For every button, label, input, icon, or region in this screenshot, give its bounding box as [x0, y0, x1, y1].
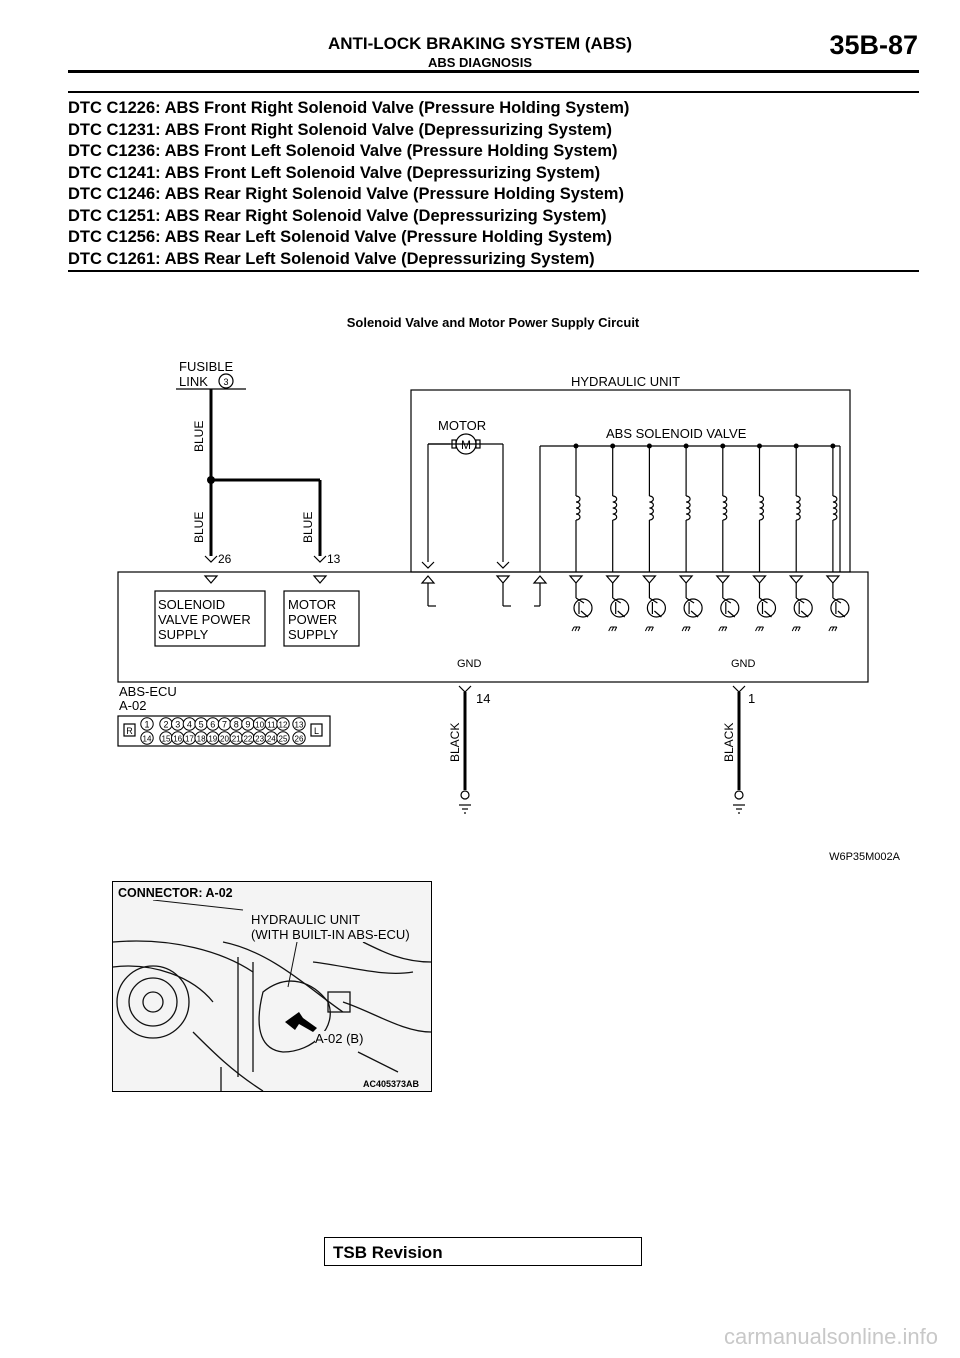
solenoid-coil	[686, 496, 690, 520]
fusible-label: FUSIBLE	[179, 359, 234, 374]
solenoid-coil	[833, 496, 837, 520]
transistor-emitter	[765, 611, 772, 617]
solenoid-coil	[576, 496, 580, 520]
solenoid-coil	[796, 496, 800, 520]
connector-pin-number: 15	[161, 734, 171, 744]
ground-tick	[792, 627, 794, 631]
fusible-label: LINK	[179, 374, 208, 389]
ecu-connector-label: A-02	[119, 698, 147, 713]
transistor-emitter	[728, 611, 735, 617]
ecu-pin-marker	[643, 576, 655, 583]
solenoid-coil	[649, 496, 653, 520]
ground-tick	[615, 627, 617, 631]
connector-pin-number: 2	[163, 719, 169, 730]
solenoid-coil	[613, 496, 617, 520]
section-subtitle: ABS DIAGNOSIS	[427, 55, 532, 70]
ground-tick	[575, 627, 577, 631]
ground-tick	[795, 627, 797, 631]
ecu-pin-marker	[607, 576, 619, 583]
motor-symbol-letter: M	[461, 438, 471, 452]
transistor-emitter	[654, 611, 661, 617]
hydraulic-unit-label: HYDRAULIC UNIT	[571, 374, 681, 389]
motor-supply-label: POWER	[288, 612, 338, 627]
transistor-emitter	[581, 611, 588, 617]
connector-pin-number: 12	[278, 720, 288, 730]
dtc-item: DTC C1256: ABS Rear Left Solenoid Valve (Pressure Holding System)	[68, 228, 613, 246]
ground-tick	[609, 627, 611, 631]
connector-pin-number: 21	[231, 734, 241, 744]
sol-supply-label: SUPPLY	[158, 627, 209, 642]
connector-photo	[112, 881, 432, 1092]
connector-pin-number: 3	[175, 719, 181, 730]
pin-number: 13	[327, 552, 341, 566]
dtc-item: DTC C1241: ABS Front Left Solenoid Valve (Depressurizing System)	[68, 163, 601, 182]
solenoid-valve-label: ABS SOLENOID VALVE	[606, 426, 747, 441]
ground-tick	[725, 627, 727, 631]
fusible-number: 3	[223, 377, 229, 387]
ground-tick	[762, 627, 764, 631]
ecu-pin-marker	[754, 576, 766, 583]
motor-supply-label: SUPPLY	[288, 627, 339, 642]
dtc-item: DTC C1226: ABS Front Right Solenoid Valve (Pressure Holding System)	[68, 99, 630, 117]
connector-pin-number: 6	[210, 719, 216, 730]
connector-pin-number: 25	[278, 734, 288, 744]
connector-pin-number: 5	[198, 719, 204, 730]
wire-color-label: BLUE	[192, 511, 206, 543]
ecu-pin-marker	[717, 576, 729, 583]
connector-pin-number: 8	[233, 719, 239, 730]
connector-pin-number: 17	[184, 734, 194, 744]
ground-tick	[688, 627, 690, 631]
ground-tick	[832, 627, 834, 631]
connector-pin-number: 11	[267, 720, 276, 730]
ground-tick	[645, 627, 647, 631]
connector-pin-number: 23	[255, 734, 265, 744]
pin-number: 1	[748, 691, 756, 706]
arrow-icon	[285, 1012, 317, 1032]
photo-unit-label: HYDRAULIC UNIT	[251, 912, 361, 927]
photo-unit-label: (WITH BUILT-IN ABS-ECU)	[251, 927, 410, 942]
ground-tick	[578, 627, 580, 631]
dtc-item: DTC C1231: ABS Front Right Solenoid Valve (Depressurizing System)	[68, 120, 612, 139]
connector-pin-number: 7	[221, 719, 228, 730]
pin-number: 26	[218, 552, 232, 566]
connector-pin-number: 19	[208, 734, 218, 744]
solenoid-array	[570, 444, 849, 632]
connector-pins	[141, 718, 305, 744]
transistor-emitter	[801, 611, 808, 617]
ecu-pin-marker	[570, 576, 582, 583]
wire-color-label: BLACK	[722, 722, 736, 762]
ground-tick	[685, 627, 687, 631]
ground-tick	[648, 627, 650, 631]
connector-pin-number: 16	[173, 734, 183, 744]
connector-side-label: R	[126, 726, 133, 736]
motor-label: MOTOR	[438, 418, 487, 433]
ecu-pin-marker	[827, 576, 839, 583]
dtc-item: DTC C1246: ABS Rear Right Solenoid Valve (Pressure Holding System)	[68, 185, 624, 203]
connector-pin-number: 13	[294, 720, 304, 730]
ground-tick	[612, 627, 614, 631]
dtc-item: DTC C1236: ABS Front Left Solenoid Valve (Pressure Holding System)	[68, 142, 618, 160]
connector-side-label: L	[313, 726, 320, 736]
ground-tick	[829, 627, 831, 631]
connector-pin-number: 10	[255, 720, 265, 730]
ground-tick	[835, 627, 837, 631]
connector-pin-number: 20	[220, 734, 229, 744]
connector-pin-number: 24	[266, 734, 276, 744]
ground-tick	[798, 627, 800, 631]
ecu-pin-marker	[680, 576, 692, 583]
connector-pin-number: 22	[243, 734, 253, 744]
sol-supply-label: SOLENOID	[158, 597, 226, 612]
transistor-emitter	[618, 611, 625, 617]
ground-tick	[759, 627, 761, 631]
pin-number: 14	[476, 691, 491, 706]
ground-tick	[682, 627, 684, 631]
ground-tick	[756, 627, 758, 631]
motor-supply-label: MOTOR	[288, 597, 337, 612]
solenoid-coil	[760, 496, 764, 520]
gnd-label: GND	[731, 658, 756, 670]
ground-tick	[651, 627, 653, 631]
ecu-pin-marker	[790, 576, 802, 583]
connector-pin-number: 1	[144, 719, 150, 730]
transistor-emitter	[838, 611, 845, 617]
dtc-item: DTC C1251: ABS Rear Right Solenoid Valve (Depressurizing System)	[68, 206, 607, 225]
dtc-item: DTC C1261: ABS Rear Left Solenoid Valve (Depressurizing System)	[68, 249, 595, 268]
figure-code: W6P35M002A	[829, 851, 900, 863]
ground-tick	[572, 627, 574, 631]
ecu-label: ABS-ECU	[119, 684, 177, 699]
section-title: ANTI-LOCK BRAKING SYSTEM (ABS)	[327, 34, 633, 53]
connector-pin-number: 9	[245, 719, 251, 730]
photo-connector-label: CONNECTOR: A-02	[118, 886, 236, 900]
ground-tick	[719, 627, 721, 631]
gnd-label: GND	[457, 658, 482, 670]
solenoid-coil	[723, 496, 727, 520]
transistor-emitter	[691, 611, 698, 617]
photo-callout: A-02 (B)	[315, 1031, 364, 1046]
wire-color-label: BLACK	[448, 722, 462, 762]
photo-code: AC405373AB	[362, 1079, 419, 1089]
wire-color-label: BLUE	[192, 420, 206, 452]
connector-pin-number: 26	[294, 734, 304, 744]
diagram-title: Solenoid Valve and Motor Power Supply Circuit	[346, 315, 640, 330]
sol-supply-label: VALVE POWER	[158, 612, 251, 627]
footer-watermark: carmanualsonline.info	[723, 1324, 938, 1349]
connector-pin-number: 18	[196, 734, 206, 744]
page-number: 35B-87	[829, 30, 918, 60]
wire-color-label: BLUE	[301, 511, 315, 543]
ground-tick	[722, 627, 724, 631]
connector-pin-number: 14	[142, 734, 152, 744]
connector-pin-number: 4	[186, 719, 192, 730]
tsb-revision: TSB Revision	[324, 1237, 642, 1266]
